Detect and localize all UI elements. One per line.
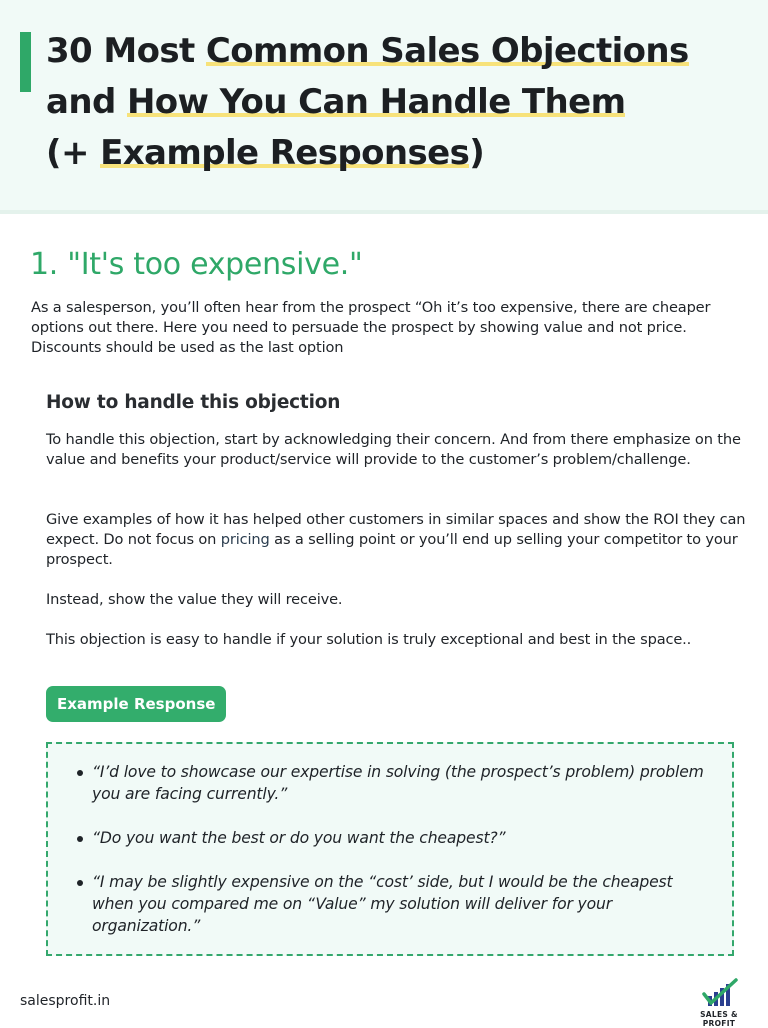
example-response-item: “I may be slightly expensive on the “cost’ side, but I would be the cheapest when you compared me on “Value” my solution will deliver for your organization.”	[48, 871, 732, 937]
title-line-3-close: )	[469, 133, 485, 173]
title-line-2-plain: and	[46, 82, 127, 122]
pricing-link[interactable]: pricing	[220, 531, 270, 548]
handle-paragraph-4: This objection is easy to handle if your solution is truly exceptional and best in the space..	[46, 631, 692, 648]
example-response-item: “I’d love to showcase our expertise in solving (the prospect’s problem) problem you are facing currently.”	[48, 761, 732, 805]
handle-paragraph-2-end: as a selling point or you’ll end up selling your competitor to your prospect.	[46, 531, 738, 568]
title-line-3-open: (+	[46, 133, 101, 173]
example-response-badge: Example Response	[46, 686, 226, 722]
handle-paragraph-2	[46, 510, 746, 570]
bar-chart-check-icon	[684, 976, 754, 1010]
header-accent-bar	[20, 32, 31, 92]
objection-intro: As a salesperson, you’ll often hear from the prospect “Oh it’s too expensive, there are cheaper options out there. Here you need to persuade the prospect by showing value and not price. Discounts should be used as the last option	[31, 299, 711, 356]
example-responses-list	[48, 761, 732, 959]
title-line-3-highlight: Example Responses	[100, 133, 470, 173]
title-line-1-plain: 30 Most	[46, 31, 206, 71]
handle-heading: How to handle this objection	[46, 392, 341, 413]
title-line-2-highlight: How You Can Handle Them	[126, 82, 626, 122]
handle-paragraph-2-start: Give examples of how it has helped other customers in similar spaces and show the ROI they can expect. Do not focus on	[46, 511, 746, 548]
logo-text: SALES & PROFIT	[700, 1010, 738, 1028]
example-responses-box	[46, 742, 734, 956]
footer-website-link[interactable]: salesprofit.in	[20, 993, 111, 1009]
handle-paragraph-1: To handle this objection, start by acknowledging their concern. And from there emphasize on the value and benefits your product/service will provide to the customer’s problem/challenge.	[46, 431, 741, 468]
title-line-1-highlight: Common Sales Objections	[205, 31, 689, 71]
handle-paragraph-3: Instead, show the value they will receive.	[46, 591, 343, 608]
page-header	[0, 0, 768, 214]
objection-heading: 1. "It's too expensive."	[30, 247, 363, 282]
page-title	[46, 26, 756, 179]
example-response-item: “Do you want the best or do you want the cheapest?”	[48, 827, 732, 849]
sales-profit-logo	[684, 976, 754, 1028]
